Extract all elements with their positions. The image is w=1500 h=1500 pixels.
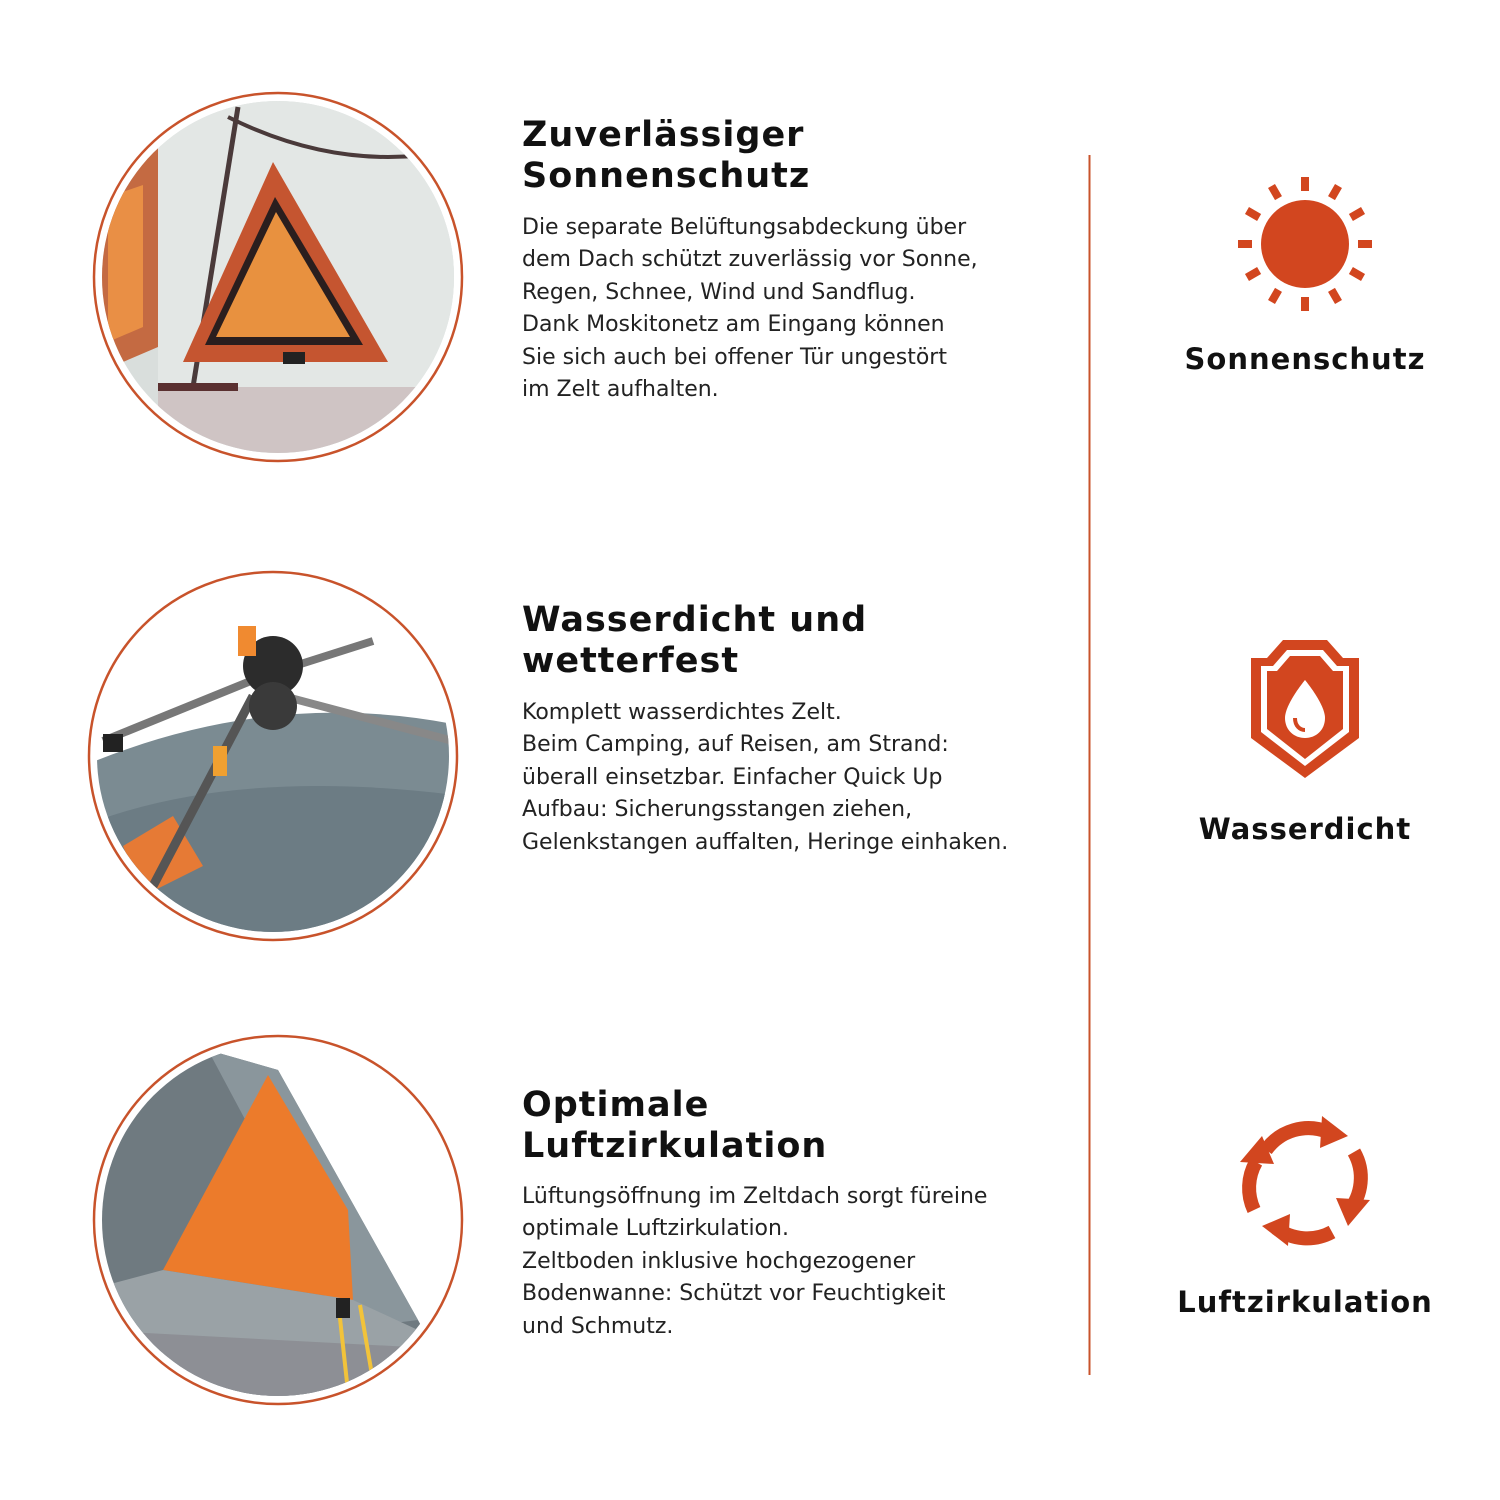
feature-title-line2: Sonnenschutz bbox=[522, 156, 811, 196]
sun-icon bbox=[1238, 177, 1372, 311]
vertical-divider bbox=[1088, 155, 1091, 1375]
recycle-arrows-icon bbox=[1236, 1112, 1374, 1250]
feature-title-line1: Wasserdicht und bbox=[522, 600, 868, 640]
feature-text-sunprotection: Die separate Belüftungsabdeckung über dem Dach schützt zuverlässig vor Sonne, Regen, Schnee, Wind und Sandflug. Dank Moskitonetz am Eingang können Sie sich auch bei offener Tür ungestört im Zelt aufhalten. bbox=[522, 215, 978, 403]
feature-title-line1: Optimale bbox=[522, 1085, 710, 1125]
badge-label-sunprotection: Sonnenschutz bbox=[1184, 342, 1426, 376]
waterproof-shield-icon bbox=[1247, 638, 1363, 780]
feature-text-aircirculation: Lüftungsöffnung im Zeltdach sorgt füreine optimale Luftzirkulation. Zeltboden inklusive hochgezogener Bodenwanne: Schützt vor Feuchtigkeit und Schmutz. bbox=[522, 1184, 988, 1339]
tent-vent-triangle-photo bbox=[88, 87, 468, 467]
tent-hub-frame-photo bbox=[83, 566, 463, 946]
feature-title-aircirculation bbox=[522, 1085, 827, 1167]
feature-title-sunprotection bbox=[522, 115, 810, 197]
badge-label-aircirculation: Luftzirkulation bbox=[1177, 1285, 1433, 1319]
feature-title-line2: Luftzirkulation bbox=[522, 1126, 828, 1166]
tent-roof-vent-photo bbox=[88, 1030, 468, 1410]
badge-label-waterproof: Wasserdicht bbox=[1198, 812, 1412, 846]
feature-text-waterproof: Komplett wasserdichtes Zelt. Beim Camping, auf Reisen, am Strand: überall einsetzbar. Einfacher Quick Up Aufbau: Sicherungsstangen ziehen, Gelenkstangen auffalten, Heringe einhaken. bbox=[522, 700, 1009, 855]
feature-title-line2: wetterfest bbox=[522, 641, 740, 681]
feature-title-waterproof bbox=[522, 600, 867, 682]
feature-title-line1: Zuverlässiger bbox=[522, 115, 805, 155]
